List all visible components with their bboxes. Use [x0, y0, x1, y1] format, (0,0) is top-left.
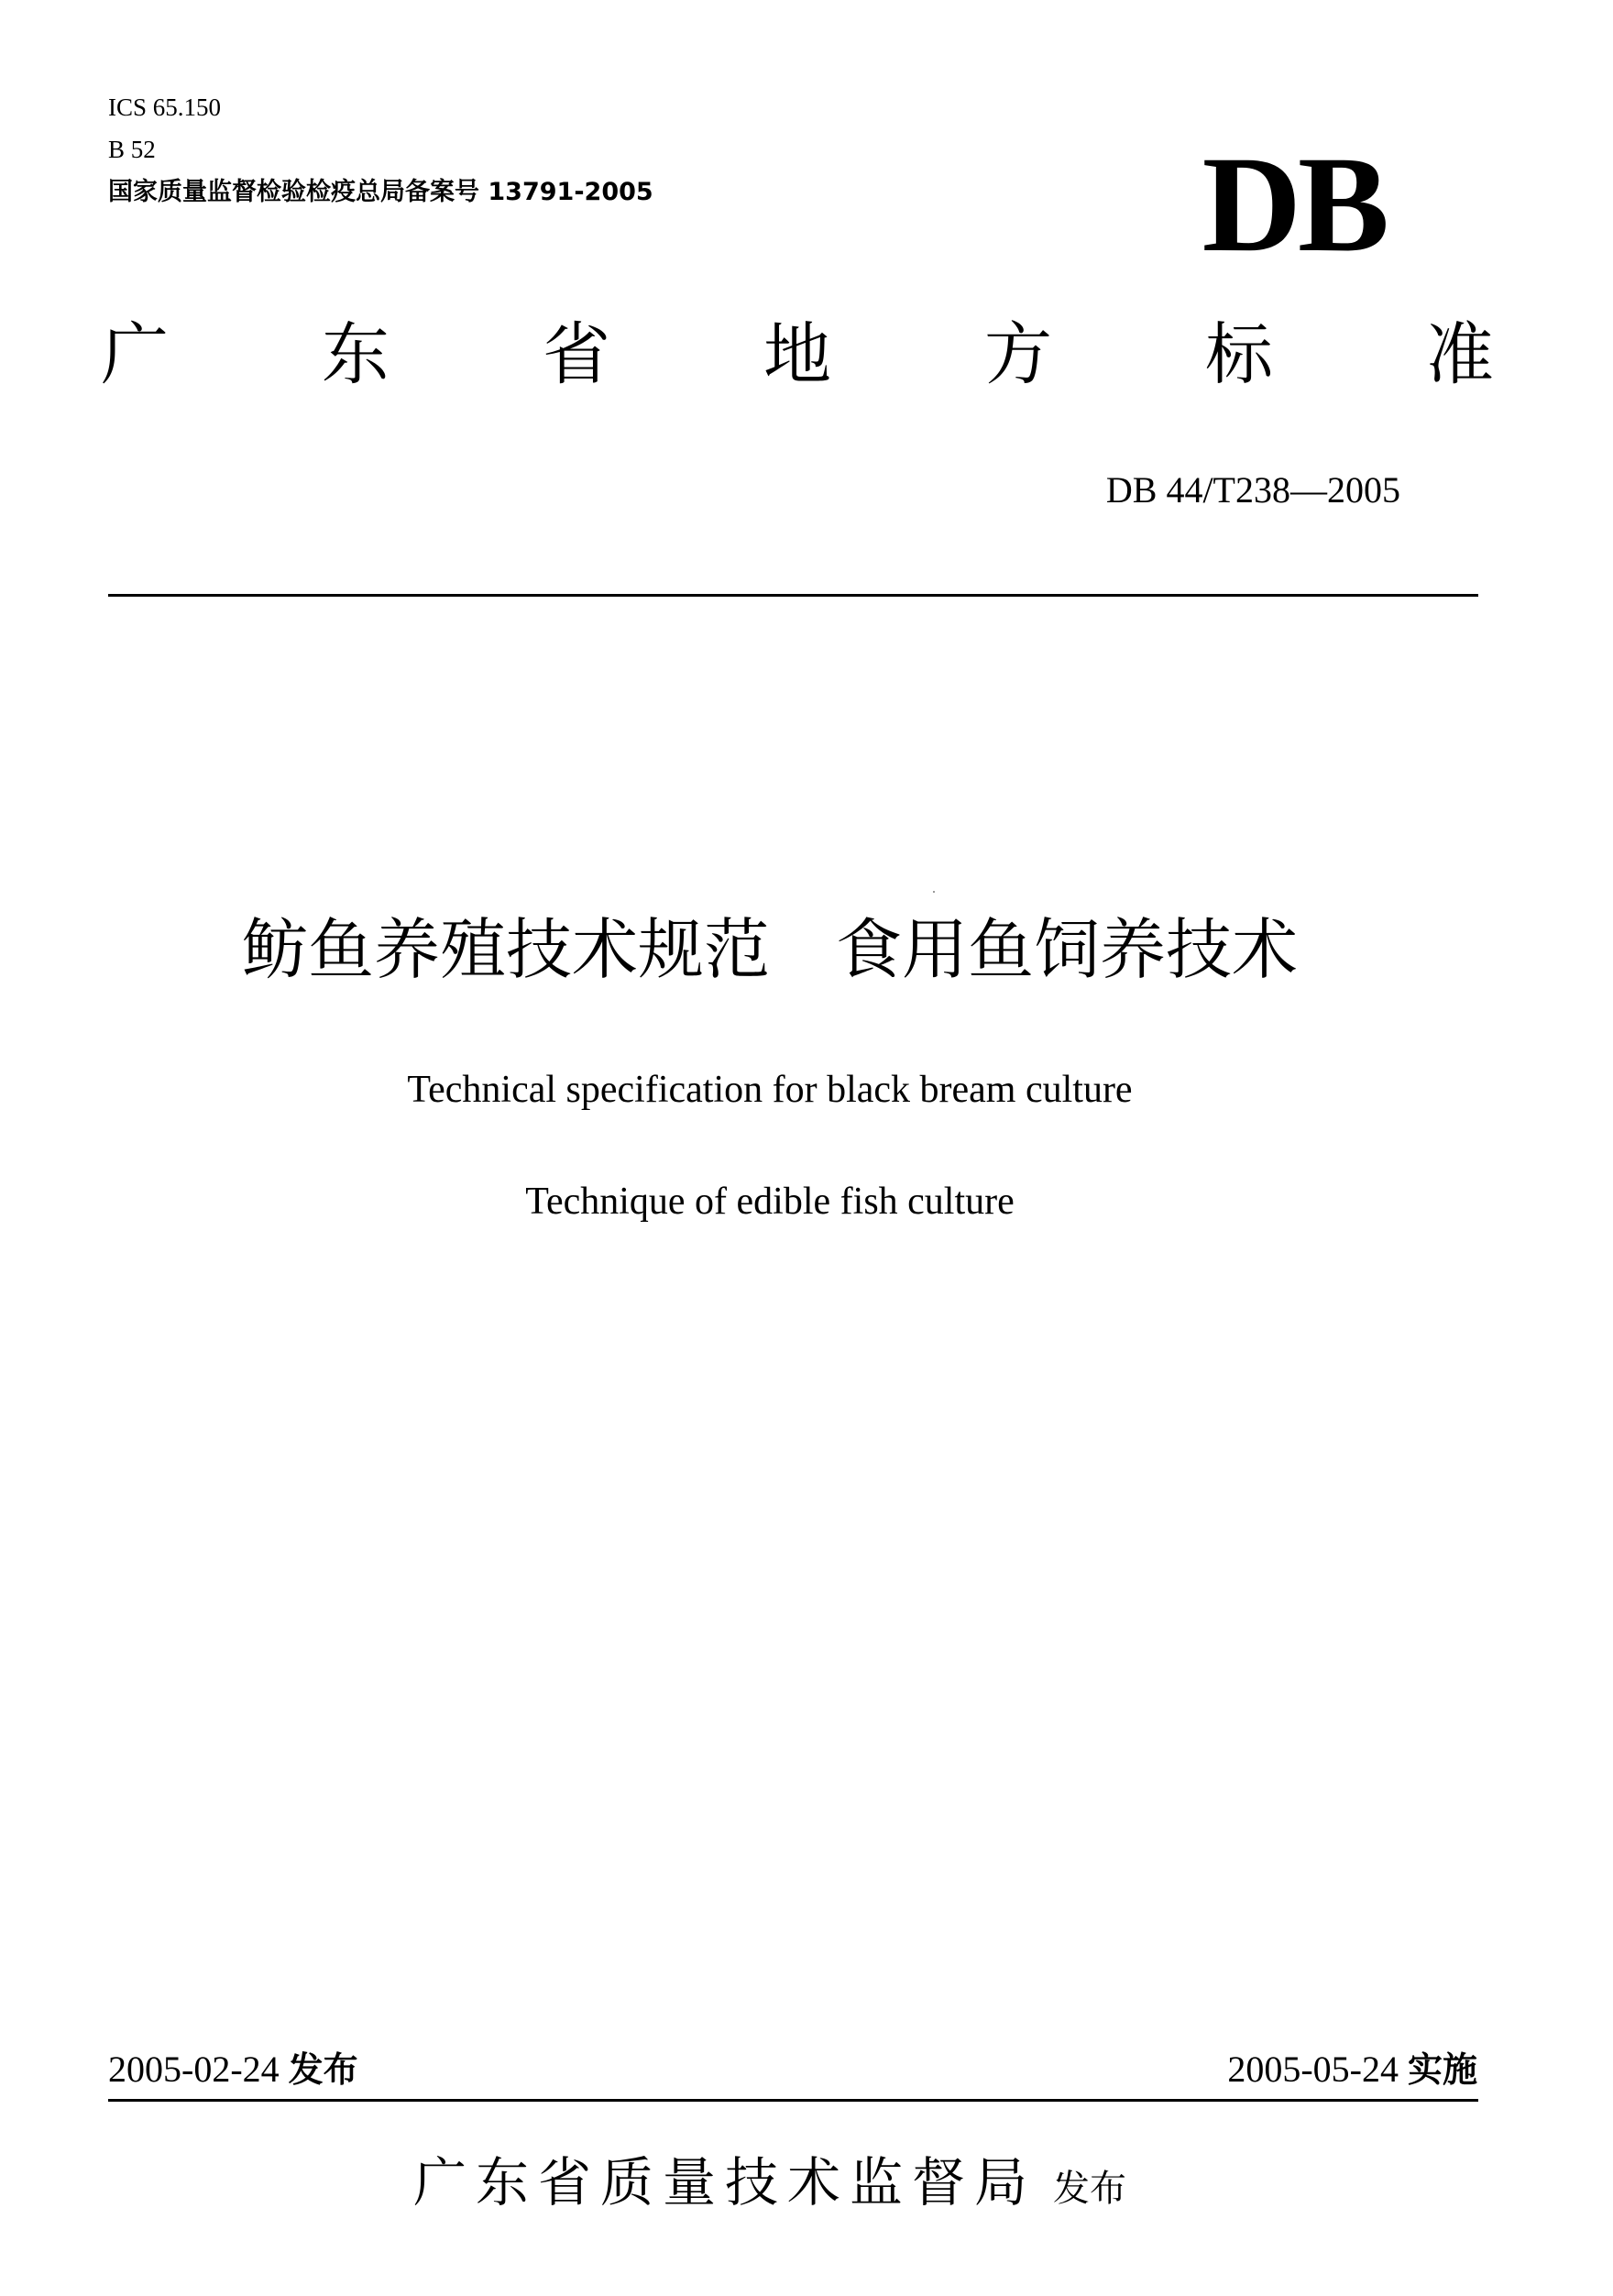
title-english-line1: Technical specification for black bream culture [407, 1069, 1133, 1111]
header-divider [108, 594, 1478, 597]
standard-type-char: 方 [984, 315, 1052, 394]
title-chinese: 鲂鱼养殖技术规范 食用鱼饲养技术 [241, 911, 1298, 988]
db-logo: DB [1202, 128, 1386, 280]
standard-type-heading [101, 315, 1494, 394]
standard-number: DB 44/T238—2005 [1105, 469, 1400, 511]
implement-label: 实施 [1407, 2049, 1477, 2090]
footer-divider [108, 2099, 1478, 2102]
issue-date-block [108, 2051, 358, 2088]
publisher-org: 广东省质量技术监督局 [412, 2151, 1037, 2214]
publisher-verb: 发布 [1053, 2168, 1126, 2210]
standard-type-char: 广 [101, 315, 169, 394]
record-number: 国家质量监督检验检疫总局备案号 13791-2005 [108, 178, 653, 206]
standard-type-char: 标 [1205, 315, 1273, 394]
standard-type-char: 地 [763, 315, 831, 394]
ics-code: ICS 65.150 [108, 93, 222, 121]
standard-type-char: 准 [1426, 315, 1494, 394]
implement-date: 2005-05-24 [1227, 2049, 1399, 2090]
scan-speck [933, 891, 935, 893]
ccs-code: B 52 [108, 136, 156, 163]
standard-type-char: 省 [543, 315, 610, 394]
implement-date-block [1227, 2051, 1477, 2088]
publisher-line [0, 2151, 1540, 2214]
issue-label: 发布 [288, 2049, 358, 2090]
issue-date: 2005-02-24 [108, 2049, 280, 2090]
standard-type-char: 东 [322, 315, 390, 394]
title-english-line2: Technique of edible fish culture [525, 1181, 1015, 1223]
